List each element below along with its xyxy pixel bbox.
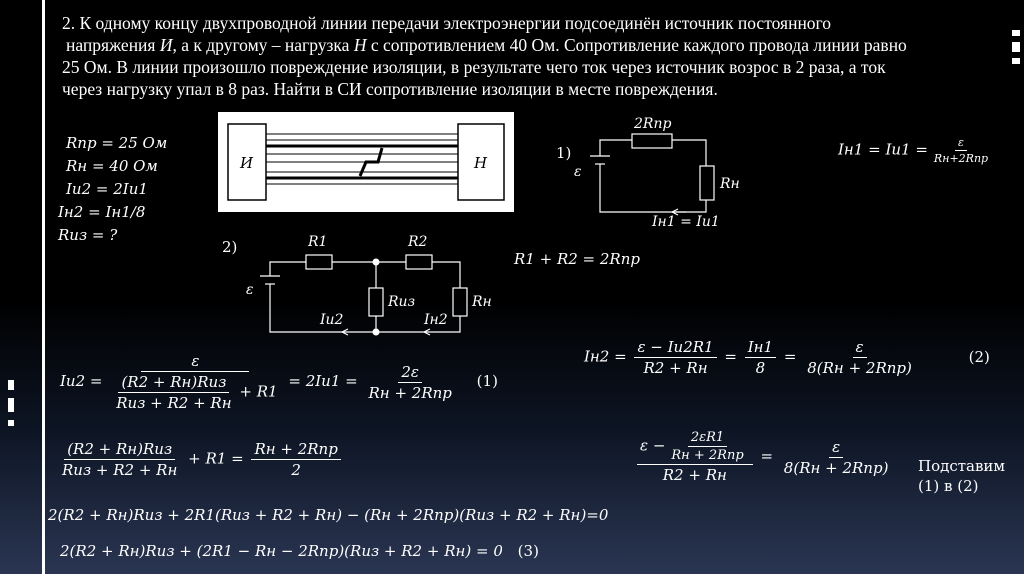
- eq-lhs: Iн2 =: [584, 347, 627, 366]
- circuit2-riz: Rиз: [388, 294, 416, 310]
- resistor-riz: [369, 288, 383, 316]
- eq-plus: + R1 =: [188, 449, 244, 468]
- eq-equals: =: [783, 347, 797, 366]
- circuit1-emf: ε: [574, 164, 582, 180]
- eq-in1: [838, 136, 994, 165]
- eq-num: Rн + 2Rпр: [251, 440, 340, 460]
- resistor-r2: [406, 255, 432, 269]
- circuit2-r1: R1: [308, 234, 328, 250]
- eq-lhs: Iн1 = Iи1 =: [838, 140, 928, 159]
- left-border-line: [42, 0, 45, 574]
- problem-line: через нагрузку упал в 8 раз. Найти в СИ сопротивление изоляции в месте повреждения.: [62, 79, 718, 99]
- eq-equals: =: [760, 447, 774, 465]
- eq-den: R2 + Rн: [662, 466, 727, 484]
- decor-bar: [8, 398, 14, 412]
- resistor-r1: [306, 255, 332, 269]
- source-symbol: И: [159, 35, 173, 55]
- circuit1-rn: Rн: [720, 176, 740, 192]
- eq-num: ε: [853, 338, 867, 358]
- eq-part: ε −: [640, 436, 666, 455]
- eq-num: 2εR1: [688, 430, 727, 447]
- resistor-rn: [700, 166, 714, 200]
- circuit2-number: 2): [222, 238, 238, 256]
- problem-line: 25 Ом. В линии произошло повреждение изоляции, в результате чего ток через источник возрос в 2 раза, а ток: [62, 57, 886, 77]
- eq-num: 2ε: [398, 363, 422, 383]
- eq-5: [634, 430, 894, 484]
- decor-right-marks: [1010, 20, 1024, 80]
- given-rn: Rн = 40 Ом: [66, 157, 158, 175]
- circuit1-current: Iн1 = Iи1: [652, 214, 720, 230]
- eq-equals: =: [724, 347, 737, 366]
- eq-den: Rн+2Rпр: [933, 152, 989, 165]
- circuit2-ii2: Iи2: [320, 312, 344, 328]
- given-in2: Iн2 = Iн1/8: [58, 203, 146, 221]
- eq-label: (1): [476, 372, 498, 390]
- circuit2: [240, 226, 510, 344]
- eq-mid: = 2Iи1 =: [288, 372, 358, 390]
- load-symbol: Н: [353, 35, 367, 55]
- decor-bar: [8, 380, 14, 390]
- eq-num: ε − Iи2R1: [634, 338, 716, 358]
- eq-den: 8(Rн + 2Rпр): [783, 458, 889, 477]
- eq-num: Iн1: [745, 338, 776, 358]
- problem-statement: [62, 12, 962, 100]
- given-rpr: Rпр = 25 Ом: [66, 134, 168, 152]
- eq-label: (2): [968, 347, 990, 366]
- eq-den: 2: [291, 461, 301, 479]
- note: [918, 456, 1005, 496]
- resistor-2rpr: [632, 134, 672, 148]
- resistor-rn: [453, 288, 467, 316]
- circuit1-number: 1): [556, 144, 572, 162]
- eq-den: R2 + Rн: [643, 359, 708, 377]
- eq-num: ε: [955, 136, 967, 151]
- eq-num: ε: [141, 352, 249, 372]
- text-fragment: напряжения: [66, 35, 160, 55]
- circuit2-in2: Iн2: [424, 312, 448, 328]
- eq-label: (3): [517, 542, 539, 560]
- circuit1-2rpr: 2Rпр: [634, 116, 672, 132]
- given-riz: Rиз = ?: [58, 226, 118, 244]
- eq-inner-den: Rиз + R2 + Rн: [116, 394, 232, 412]
- line-figure: [218, 112, 514, 212]
- eq-2: [584, 338, 990, 377]
- eq-r1-r2: R1 + R2 = 2Rпр: [514, 250, 640, 268]
- eq-6: 2(R2 + Rн)Rиз + 2R1(Rиз + R2 + Rн) − (Rн + 2Rпр)(Rиз + R2 + Rн)=0: [48, 506, 609, 524]
- eq-7: [60, 542, 539, 560]
- eq-den: 8: [755, 359, 766, 377]
- eq-den: 8(Rн + 2Rпр): [807, 359, 912, 377]
- eq-den: Rиз + R2 + Rн: [62, 461, 178, 479]
- eq-1: [60, 352, 498, 412]
- note-line: Подставим: [918, 457, 1006, 475]
- eq-inner-num: (R2 + Rн)Rиз: [118, 373, 229, 393]
- circuit2-r2: R2: [408, 234, 428, 250]
- circuit1: [560, 112, 780, 230]
- text-fragment: , а к другому – нагрузка: [172, 35, 354, 55]
- problem-line: 2. К одному концу двухпроводной линии передачи электроэнергии подсоединён источник постоянного: [62, 13, 832, 33]
- eq-body: 2(R2 + Rн)Rиз + (2R1 − Rн − 2Rпр)(Rиз + R2 + Rн) = 0: [60, 542, 503, 560]
- text-fragment: с сопротивлением 40 Ом. Сопротивление каждого провода линии равно: [366, 35, 907, 55]
- eq-den: Rн + 2Rпр: [368, 383, 452, 402]
- note-line: (1) в (2): [918, 477, 979, 495]
- eq-4: [56, 440, 344, 479]
- decor-bar: [8, 420, 14, 426]
- eq-plus: + R1: [239, 382, 278, 401]
- eq-lhs: Iи2 =: [60, 372, 103, 390]
- eq-den: Rн + 2Rпр: [671, 448, 744, 463]
- load-label: Н: [474, 154, 488, 172]
- source-label: И: [240, 154, 254, 172]
- eq-num: (R2 + Rн)Rиз: [64, 440, 175, 460]
- problem-line: [62, 34, 962, 56]
- circuit2-rn: Rн: [472, 294, 492, 310]
- given-ii2: Iи2 = 2Iи1: [66, 180, 148, 198]
- circuit2-emf: ε: [246, 282, 254, 298]
- eq-num: ε: [829, 438, 843, 458]
